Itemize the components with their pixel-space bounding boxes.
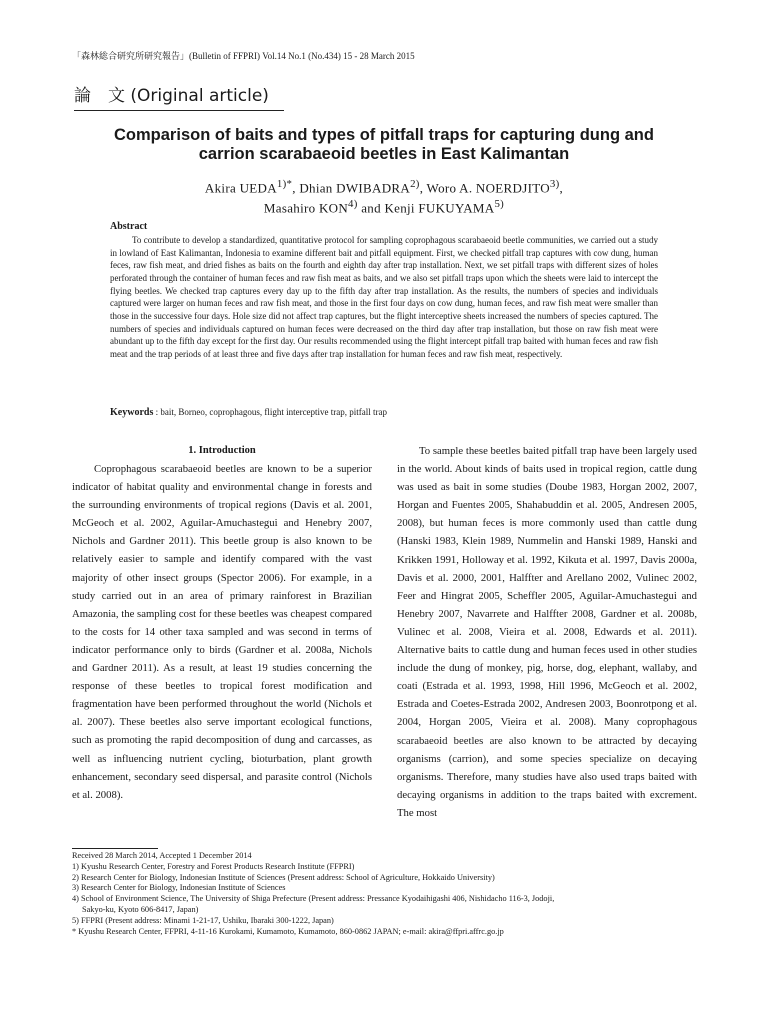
corresponding-author-note: * Kyushu Research Center, FFPRI, 4-11-16 Kurokami, Kumamoto, Kumamoto, 860-0862 JAPAN; e-mail: akira@ffpri.affrc.go.jp xyxy=(72,926,504,936)
author-affiliation-mark: 5) xyxy=(494,198,505,211)
keywords-label: Keywords xyxy=(110,407,154,418)
footnote-affiliation-3: 3) Research Center for Biology, Indonesian Institute of Sciences xyxy=(72,883,286,893)
article-type-label: 論 文 (Original article) xyxy=(74,84,284,111)
author-line-2 xyxy=(110,196,658,216)
keywords-text: : bait, Borneo, coprophagous, flight interceptive trap, pitfall trap xyxy=(153,407,388,417)
author-name: , Dhian DWIBADRA xyxy=(292,180,411,196)
author-affiliation-mark: 4) xyxy=(348,198,358,211)
abstract-text: To contribute to develop a standardized, quantitative protocol for sampling coprophagous scarabaeoid beetle communities, we carried out a study in lowland of East Kalimantan, Indonesia to examine different bait and pitfall equipment. First, we checked pitfall trap captures with cow dung, human feces, raw fish meat, and dried fishes as baits on the fourth and eighth day after trap installation. Next, we set pitfall traps with different sizes of holes perforated through the container of human feces and raw fish meat as baits, and we also set pitfall traps upon which the sheets were laid to intercept the flying beetles. We checked trap captures every day up to the fifth day after trap installation. As the results, the numbers of species and individuals captured were larger on human feces and raw fish meat, and those in the first four days on cow dung, human feces, and raw fish meat were smaller than those in the successive four days. Hole size did not affect trap captures, but the flight interceptive sheets increased the numbers of species captured. The numbers of species and individuals captured on human feces were decreased on the third day after trap installation, but those on raw fish meat were abundant up to the fifth day except for the first day. Our results recommended using the flight intercept pitfall trap baited with human feces and raw fish meat and the trap periods of at least three and five days after trap installation for human feces and raw fish meat, respectively. xyxy=(110,235,658,359)
footnote-affiliation-5: 5) FFPRI (Present address: Minami 1-21-17, Ushiku, Ibaraki 300-1222, Japan) xyxy=(72,915,334,925)
author-name: Masahiro KON xyxy=(263,200,349,216)
author-name: , Woro A. NOERDJITO xyxy=(419,180,550,196)
footnote-affiliation-4: 4) School of Environment Science, The University of Shiga Prefecture (Present address: Pressance Kyodaihigashi 406, Nishidacho 116-3, Jodoji, xyxy=(72,894,555,904)
footnote-affiliation-4-cont: Sakyo-ku, Kyoto 606-8417, Japan) xyxy=(82,904,199,914)
author-name: Akira UEDA xyxy=(204,180,277,196)
body-paragraph: To sample these beetles baited pitfall trap have been largely used in the world. About kinds of baits used in tropical region, cattle dung was used as bait in some studies (Doube 1983, Horgan 2002, 2007, Horgan and Fuentes 2005, Shahabuddin et al. 2005, Andresen 2005, 2008), but human feces is more commonly used than cattle dung (Hanski 1983, Klein 1989, Nummelin and Hanski 1989, Hanski and Krikken 1991, Holloway et al. 1992, Kikuta et al. 1997, Davis 2000a, Davis et al. 2000, 2001, Halffter and Arellano 2002, Vulinec 2002, Feer and Hingrat 2005, Scheffler 2005, Aguilar-Amuchastegui and Henebry 2007, Navarrete and Halffter 2008, Gardner et al. 2008b, Vulinec et al. 2008, Vieira et al. 2008, Edwards et al. 2011). Alternative baits to cattle dung and human feces used in other studies include the dung of monkey, pig, horse, dog, elephant, wallaby, and coati (Estrada et al. 1993, 1998, Hill 1996, McGeoch et al. 2002, Estrada and Coetes-Estrada 2002, Andresen 2003, Boonrotpong et al. 2004, Horgan 2005, Vieira et al. 2008). Many coprophagous scarabaeoid beetles are also known to be attracted by decaying organisms (carrion), and some species specialize on decaying organisms. Therefore, many studies have also used traps baited with decaying organisms in addition to the traps baited with excrement. The most xyxy=(397,445,697,819)
author-line-1 xyxy=(110,176,658,196)
section-heading-introduction: 1. Introduction xyxy=(188,445,256,456)
running-head: 「森林総合研究所研究報告」(Bulletin of FFPRI) Vol.14 No.1 (No.434) 15 - 28 March 2015 xyxy=(72,51,415,61)
author-separator: , xyxy=(559,180,564,196)
author-list xyxy=(110,176,658,217)
footnotes xyxy=(72,851,702,937)
abstract-heading: Abstract xyxy=(110,221,148,232)
author-name: and Kenji FUKUYAMA xyxy=(357,200,495,216)
article-title: Comparison of baits and types of pitfall traps for capturing dung and carrion scarabaeoid beetles in East Kalimantan xyxy=(114,126,654,163)
footnote-affiliation-2: 2) Research Center for Biology, Indonesian Institute of Sciences (Present address: School of Agriculture, Hokkaido University) xyxy=(72,872,495,882)
footnote-affiliation-1: 1) Kyushu Research Center, Forestry and Forest Products Research Institute (FFPRI) xyxy=(72,861,355,871)
keywords-line xyxy=(110,406,658,419)
footnote-divider xyxy=(72,848,158,849)
author-affiliation-mark: 2) xyxy=(410,178,420,190)
author-affiliation-mark: 3) xyxy=(549,178,560,190)
body-paragraph: Coprophagous scarabaeoid beetles are known to be a superior indicator of habitat quality and environmental change in forests and the surrounding environments of tropical regions (Davis et al. 2001, McGeoch et al. 2002, Aguilar-Amuchastegui and Henebry 2007, Nichols and Gardner 2011). This beetle group is also known to be relatively easier to sample and identify compared with the vast majority of other insect groups (Spector 2006). For example, in a study carried out in an area of primary rainforest in Brazilian Amazonia, the sampling cost for these beetles was cheapest compared to the costs for 14 other taxa sampled and was second in terms of indicator performance only to birds (Gardner et al. 2008a, Nichols and Gardner 2011). As a result, at least 19 studies concerning the response of these beetles to tropical forest modification and fragmentation have been performed throughout the world (Nichols et al. 2007). These beetles also serve important ecological functions, such as promoting the rapid decomposition of dung and carcasses, as well as influencing nutrient cycling, bioturbation, plant growth enhancement, secondary seed dispersal, and parasite control (Nichols et al. 2008). xyxy=(72,463,372,801)
author-affiliation-mark: 1)* xyxy=(276,178,293,190)
received-date: Received 28 March 2014, Accepted 1 December 2014 xyxy=(72,851,252,860)
right-column xyxy=(397,442,697,822)
left-column xyxy=(72,442,372,804)
